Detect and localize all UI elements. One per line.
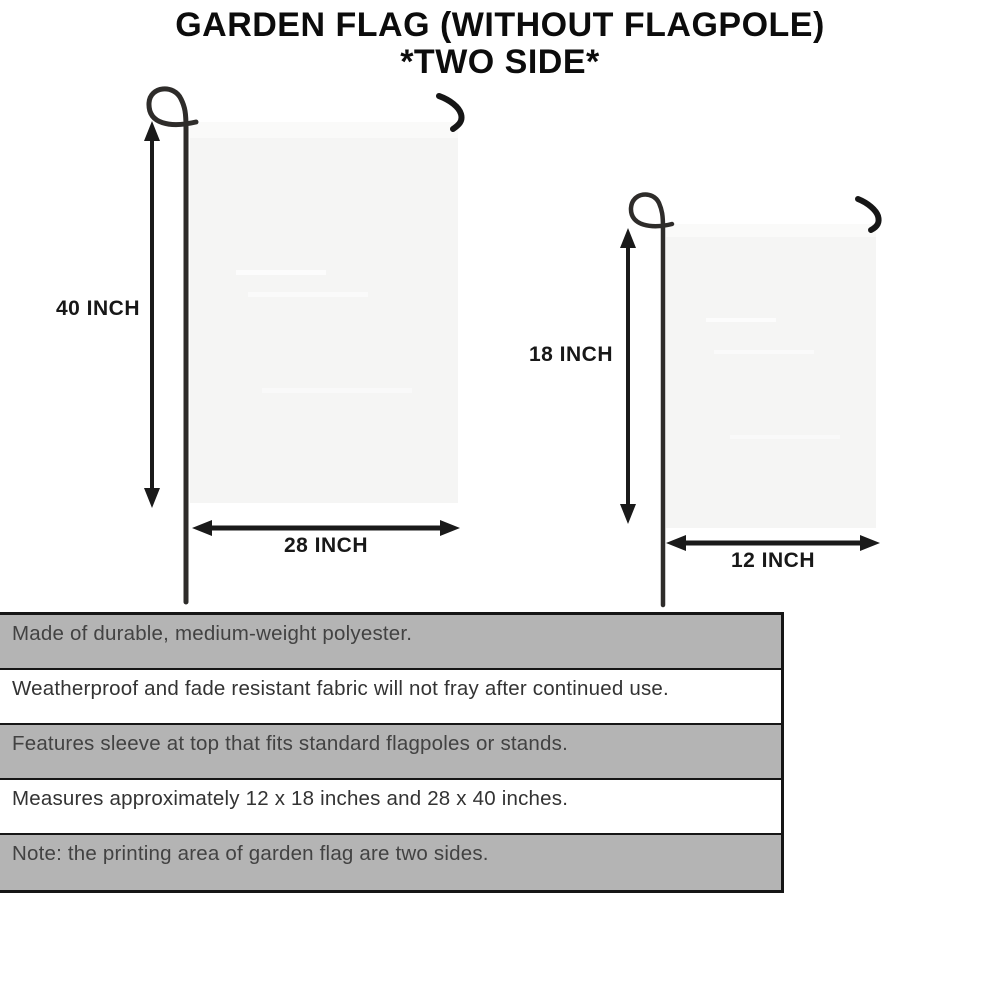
small-flag-sleeve — [666, 224, 876, 237]
large-flag-height-label: 40 INCH — [55, 297, 140, 320]
small-flag-height-arrow — [620, 228, 636, 524]
small-flag-diagram — [620, 194, 880, 605]
small-flag-height-label: 18 INCH — [528, 343, 613, 366]
title-line-1: GARDEN FLAG (WITHOUT FLAGPOLE) — [175, 6, 825, 44]
small-flag-pole — [631, 194, 672, 605]
feature-table — [0, 612, 784, 893]
small-flag-width-label: 12 INCH — [730, 549, 816, 572]
feature-row-measures: Measures approximately 12 x 18 inches and 28 x 40 inches. — [0, 780, 781, 835]
feature-row-material: Made of durable, medium-weight polyester. — [0, 615, 781, 670]
large-flag-diagram — [144, 89, 462, 602]
large-flag-sleeve — [190, 122, 458, 138]
title-line-2: *TWO SIDE* — [400, 43, 600, 81]
feature-row-note: Note: the printing area of garden flag are two sides. — [0, 835, 781, 890]
large-flag-pole — [149, 89, 196, 602]
small-flag-fabric — [666, 224, 876, 528]
feature-row-sleeve: Features sleeve at top that fits standard flagpoles or stands. — [0, 725, 781, 780]
large-flag-height-arrow — [144, 121, 160, 508]
large-flag-width-label: 28 INCH — [283, 534, 369, 557]
large-flag-fabric — [190, 122, 458, 503]
feature-row-weatherproof: Weatherproof and fade resistant fabric will not fray after continued use. — [0, 670, 781, 725]
